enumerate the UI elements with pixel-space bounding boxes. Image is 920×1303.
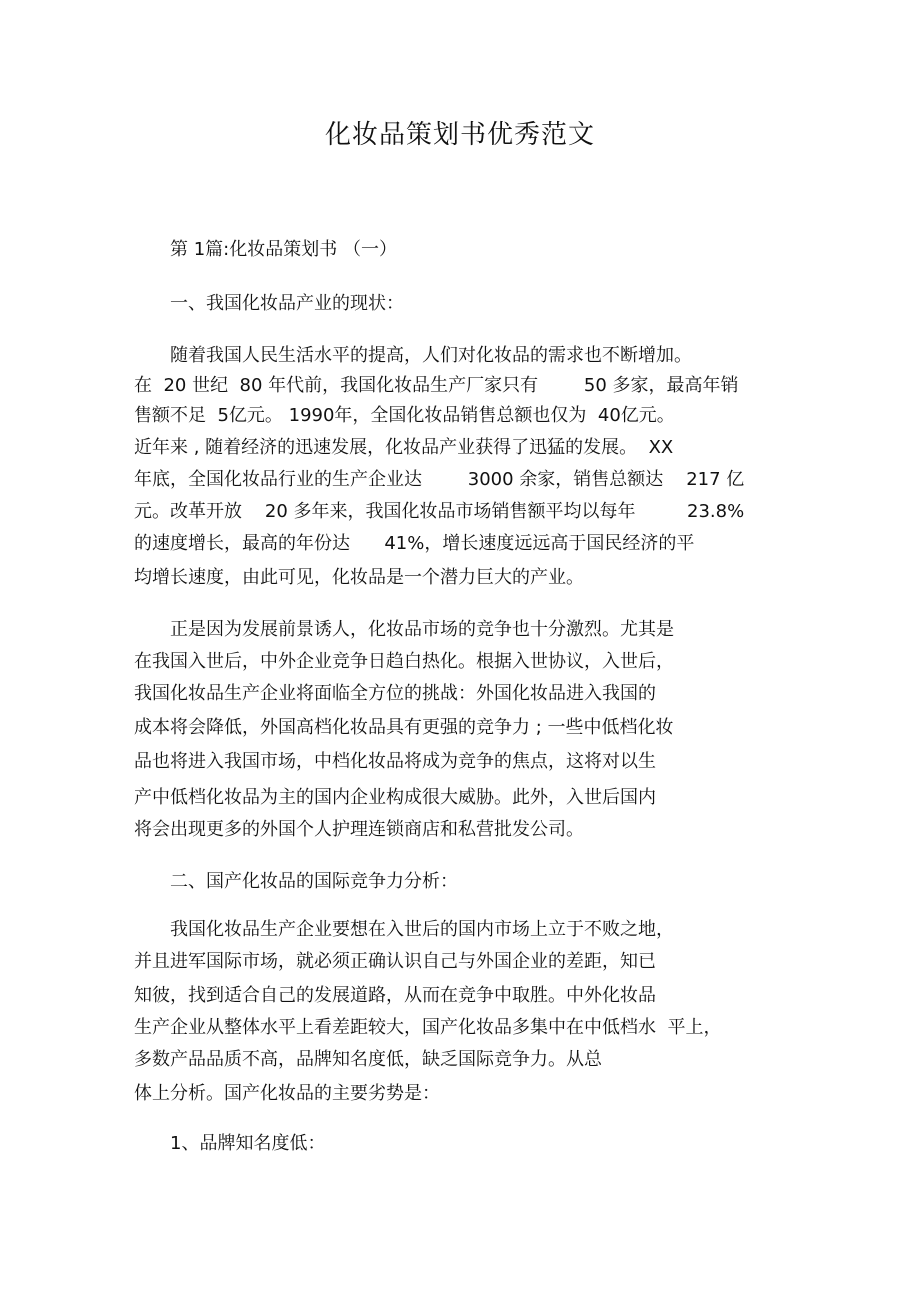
paragraph-line: 正是因为发展前景诱人，化妆品市场的竞争也十分激烈。尤其是 <box>170 619 674 640</box>
paragraph-line: 知彼，找到适合自己的发展道路，从而在竞争中取胜。中外化妆品 <box>134 985 656 1006</box>
section-heading: 第 1篇:化妆品策划书 （一） <box>170 239 397 260</box>
paragraph-line: 生产企业从整体水平上看差距较大，国产化妆品多集中在中低档水 平上， <box>134 1017 722 1038</box>
list-item-heading: 1、品牌知名度低： <box>170 1133 326 1154</box>
paragraph-line: 元。改革开放 20 多年来，我国化妆品市场销售额平均以每年 23.8% <box>134 501 745 522</box>
paragraph-line: 成本将会降低，外国高档化妆品具有更强的竞争力 ; 一些中低档化妆 <box>134 717 674 738</box>
paragraph-line: 产中低档化妆品为主的国内企业构成很大威胁。此外，入世后国内 <box>134 787 656 808</box>
paragraph-line: 我国化妆品生产企业将面临全方位的挑战：外国化妆品进入我国的 <box>134 683 656 704</box>
paragraph-line: 品也将进入我国市场，中档化妆品将成为竞争的焦点，这将对以生 <box>134 751 656 772</box>
document-title: 化妆品策划书优秀范文 <box>324 120 595 150</box>
paragraph-line: 多数产品品质不高，品牌知名度低，缺乏国际竞争力。从总 <box>134 1049 602 1070</box>
paragraph-line: 随着我国人民生活水平的提高，人们对化妆品的需求也不断增加。 <box>170 345 692 366</box>
paragraph-line: 我国化妆品生产企业要想在入世后的国内市场上立于不败之地， <box>170 919 674 940</box>
subsection-heading: 一、我国化妆品产业的现状： <box>170 293 404 314</box>
subsection-heading: 二、国产化妆品的国际竞争力分析： <box>170 871 458 892</box>
paragraph-line: 并且进军国际市场，就必须正确认识自己与外国企业的差距，知已 <box>134 951 656 972</box>
paragraph-line: 在 20 世纪 80 年代前，我国化妆品生产厂家只有 50 多家，最高年销 <box>134 375 739 396</box>
paragraph-line: 均增长速度，由此可见，化妆品是一个潜力巨大的产业。 <box>134 567 584 588</box>
paragraph-line: 的速度增长，最高的年份达 41%，增长速度远远高于国民经济的平 <box>134 533 695 554</box>
paragraph-line: 年底，全国化妆品行业的生产企业达 3000 余家，销售总额达 217 亿 <box>134 469 745 490</box>
paragraph-line: 在我国入世后，中外企业竞争日趋白热化。根据入世协议，入世后， <box>134 651 674 672</box>
paragraph-line: 将会出现更多的外国个人护理连锁商店和私营批发公司。 <box>134 819 584 840</box>
paragraph-line: 售额不足 5亿元。 1990年，全国化妆品销售总额也仅为 40亿元。 <box>134 405 675 426</box>
paragraph-line: 体上分析。国产化妆品的主要劣势是： <box>134 1083 440 1104</box>
paragraph-line: 近年来 , 随着经济的迅速发展，化妆品产业获得了迅猛的发展。 XX <box>134 437 674 458</box>
